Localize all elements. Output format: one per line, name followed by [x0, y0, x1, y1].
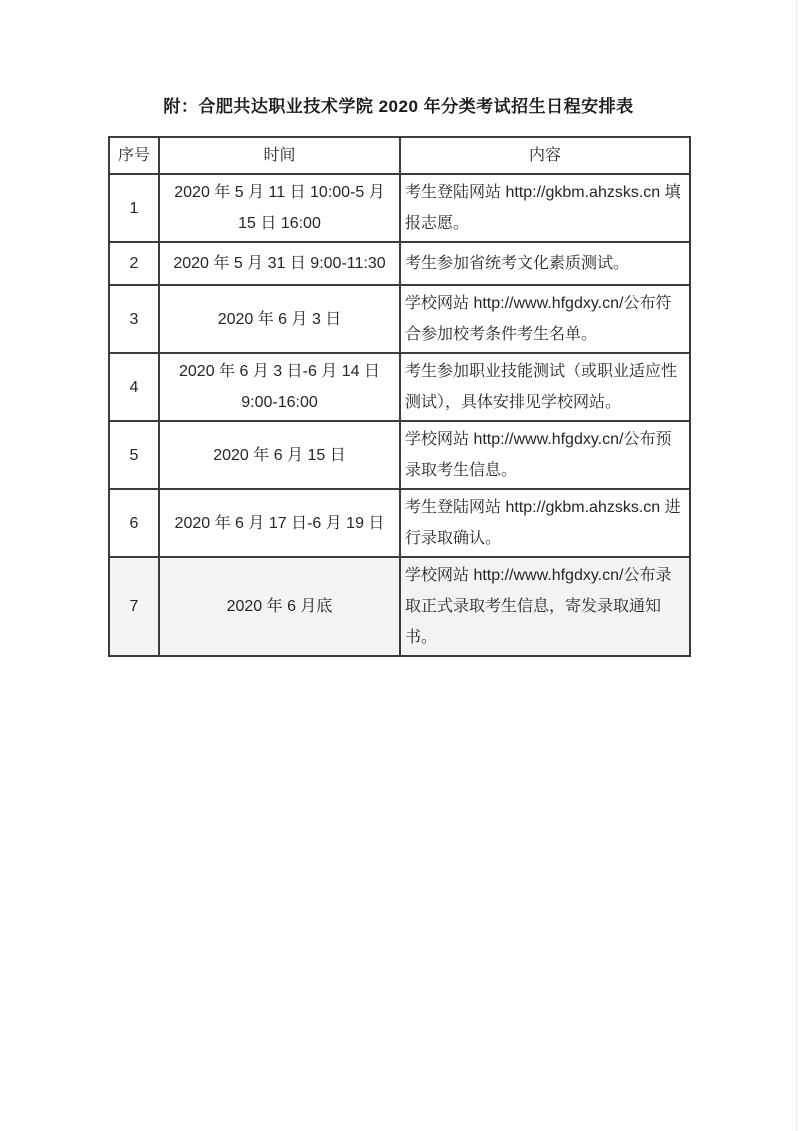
row-content: 考生登陆网站 http://gkbm.ahzsks.cn 填报志愿。: [400, 174, 690, 242]
row-number: 2: [109, 242, 159, 285]
row-number: 1: [109, 174, 159, 242]
schedule-table: [108, 136, 691, 657]
row-time: 2020 年 5 月 31 日 9:00-11:30: [159, 242, 400, 285]
table-row: [109, 421, 690, 489]
row-number: 4: [109, 353, 159, 421]
row-content: 学校网站 http://www.hfgdxy.cn/公布预录取考生信息。: [400, 421, 690, 489]
table-row: [109, 353, 690, 421]
document-title: 附：合肥共达职业技术学院 2020 年分类考试招生日程安排表: [163, 97, 634, 116]
row-time: 2020 年 6 月 15 日: [159, 421, 400, 489]
row-time: 2020 年 6 月 17 日-6 月 19 日: [159, 489, 400, 557]
table-header-row: [109, 137, 690, 174]
table-row: [109, 285, 690, 353]
row-number: 5: [109, 421, 159, 489]
row-number: 3: [109, 285, 159, 353]
row-time: 2020 年 5 月 11 日 10:00-5 月 15 日 16:00: [159, 174, 400, 242]
scanned-page-edge: [796, 0, 797, 1131]
row-time: 2020 年 6 月 3 日-6 月 14 日 9:00-16:00: [159, 353, 400, 421]
row-number: 6: [109, 489, 159, 557]
document-body: [108, 92, 689, 657]
row-content: 考生参加职业技能测试（或职业适应性测试），具体安排见学校网站。: [400, 353, 690, 421]
row-number: 7: [109, 557, 159, 656]
table-row: [109, 489, 690, 557]
row-time: 2020 年 6 月 3 日: [159, 285, 400, 353]
column-header-content: 内容: [400, 137, 690, 174]
column-header-time: 时间: [159, 137, 400, 174]
row-content: 考生登陆网站 http://gkbm.ahzsks.cn 进行录取确认。: [400, 489, 690, 557]
column-header-no: 序号: [109, 137, 159, 174]
table-row: [109, 242, 690, 285]
schedule-table-body: [109, 174, 690, 656]
table-row: [109, 557, 690, 656]
table-row: [109, 174, 690, 242]
row-content: 学校网站 http://www.hfgdxy.cn/公布录取正式录取考生信息，寄发录取通知书。: [400, 557, 690, 656]
row-time: 2020 年 6 月底: [159, 557, 400, 656]
row-content: 学校网站 http://www.hfgdxy.cn/公布符合参加校考条件考生名单。: [400, 285, 690, 353]
row-content: 考生参加省统考文化素质测试。: [400, 242, 690, 285]
